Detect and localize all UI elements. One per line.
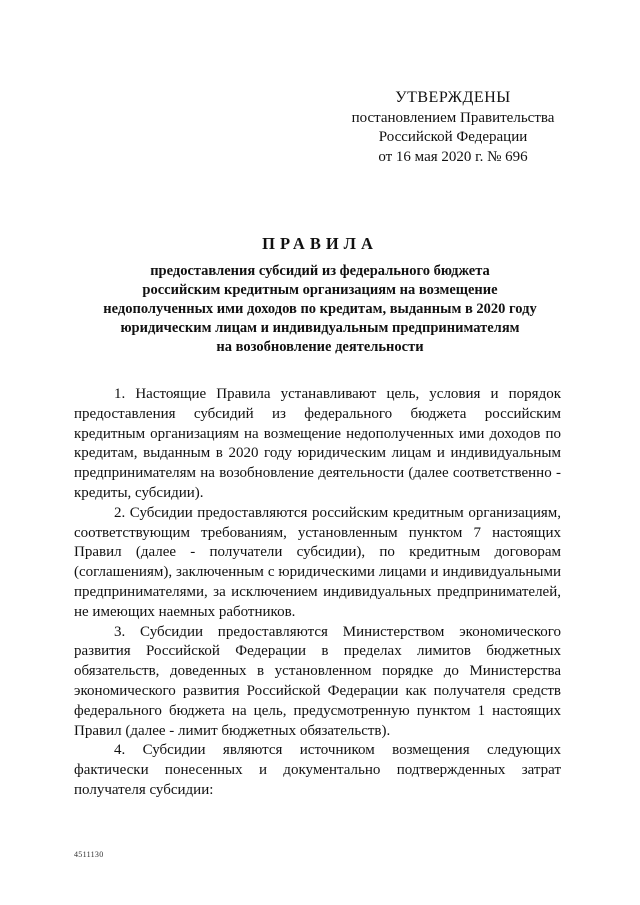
approval-line-date-number: от 16 мая 2020 г. № 696 (378, 148, 528, 165)
paragraph-3: 3. Субсидии предоставляются Министерством экономического развития Российской Федерации в пределах лимитов бюджетных обязательств, доведенных в установленном порядке до Министерства экономического развития Российской Федерации как получателя средств федерального бюджета на цель, предусмотренную пунктом 1 настоящих Правил (далее - лимит бюджетных обязательств). (74, 623, 561, 739)
approval-heading: УТВЕРЖДЕНЫ (395, 89, 511, 106)
paragraph-4: 4. Субсидии являются источником возмещения следующих фактически понесенных и документально подтвержденных затрат получателя субсидии: (74, 742, 561, 798)
approval-line-resolution: постановлением Правительства (351, 109, 555, 126)
paragraph-1: 1. Настоящие Правила устанавливают цель, условия и порядок предоставления субсидий из федерального бюджета российским кредитным организациям на возмещение недополученных ими доходов по кредитам, выданным в 2020 году юридическим лицам и индивидуальным предпринимателям на возобновление деятельности (далее соответственно - кредиты, субсидии). (74, 386, 561, 501)
document-title: ПРАВИЛА (262, 234, 378, 253)
subtitle-line: юридическим лицам и индивидуальным предпринимателям (120, 320, 520, 336)
document-subtitle (80, 262, 560, 357)
subtitle-line: на возобновление деятельности (216, 339, 424, 355)
approval-line-federation: Российской Федерации (378, 129, 528, 145)
document-body (74, 385, 561, 801)
subtitle-line: предоставления субсидий из федерального бюджета (150, 263, 490, 279)
approval-block (338, 88, 568, 167)
subtitle-line: недополученных ими доходов по кредитам, выданным в 2020 году (103, 301, 537, 317)
paragraph-2: 2. Субсидии предоставляются российским кредитным организациям, соответствующим требованиям, установленным пунктом 7 настоящих Правил (далее - получатели субсидии), по кредитным договорам (соглашениям), заключенным с юридическими лицами и индивидуальными предпринимателями, за исключением индивидуальных предпринимателей, не имеющих наемных работников. (74, 504, 561, 620)
document-code: 4511130 (74, 850, 104, 859)
subtitle-line: российским кредитным организациям на возмещение (142, 282, 498, 298)
